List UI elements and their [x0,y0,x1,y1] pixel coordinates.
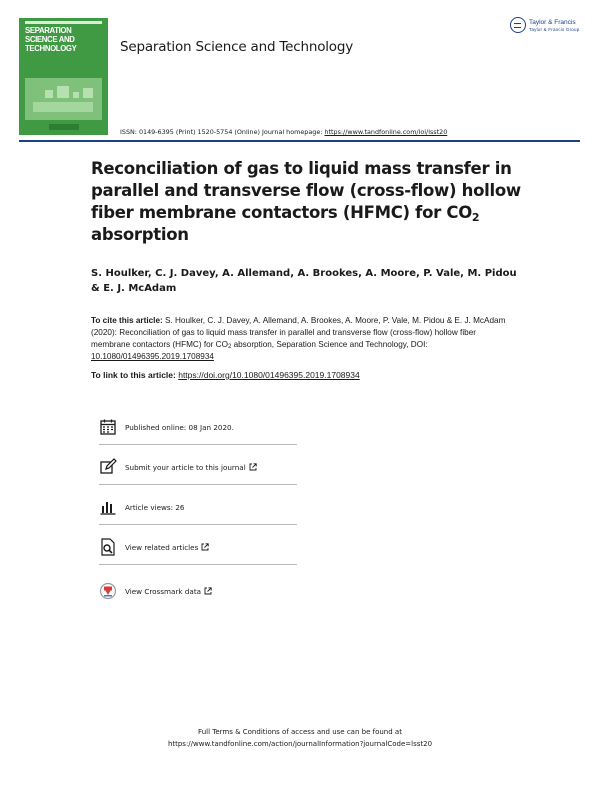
row-divider [99,564,297,565]
cover-publisher-mark [49,124,79,130]
header-divider [19,140,580,142]
citation-block: To cite this article: S. Houlker, C. J. Davey, A. Allemand, A. Brookes, A. Moore, P. Vale, M. Pidou & E. J. McAdam (2020): Reconciliation of gas to liquid mass transfer in parallel and transverse flow (cross-flow) hollow fiber membrane contactors (HFMC) for $CO_2$ absorption, Separation Science and Technology, DOI: 10.1080/01496395.2019.1708934 [91,316,506,361]
cover-top-strip [25,21,102,24]
edit-icon [99,458,117,476]
submit-article-row[interactable] [99,452,297,482]
issn-text: ISSN: 0149-6395 (Print) 1520-5754 (Online) Journal homepage: [120,128,325,136]
crossmark-link[interactable]: View Crossmark data [125,586,202,596]
article-doi-url-link[interactable]: https://doi.org/10.1080/01496395.2019.1708934 [178,370,360,380]
published-online-row [99,412,297,442]
article-views-label: Article views: 26 [125,502,185,512]
footer-terms-text: Full Terms & Conditions of access and use can be found at [198,728,402,736]
row-divider [99,524,297,525]
publisher-logo-subtext: Taylor & Francis Group [529,27,580,32]
citation-label: To cite this article: [91,316,163,325]
bar-chart-icon [99,498,117,516]
related-articles-row[interactable] [99,532,297,562]
row-divider [99,444,297,445]
calendar-icon [99,418,117,436]
cover-graphic [25,78,102,120]
cover-title: SEPARATION SCIENCE AND TECHNOLOGY [25,25,77,53]
link-label: To link to this article: [91,370,179,380]
row-divider [99,484,297,485]
publisher-logo [510,17,582,37]
issn-line [120,128,447,136]
publisher-logo-icon [510,17,526,33]
article-views-row [99,492,297,522]
submit-article-link[interactable]: Submit your article to this journal [125,462,246,472]
doi-link[interactable]: 10.1080/01496395.2019.1708934 [91,352,214,361]
search-document-icon [99,538,117,556]
article-title: Reconciliation of gas to liquid mass transfer in parallel and transverse flow (cross-flow) hollow fiber membrane contactors (HFMC) for $CO_2$ absorption [91,159,521,244]
footer-terms-url[interactable]: https://www.tandfonline.com/action/journalInformation?journalCode=lsst20 [167,740,433,748]
publisher-logo-text: Taylor & Francis [529,19,576,26]
crossmark-icon [99,582,117,600]
external-link-icon [204,587,212,595]
article-link-block [91,369,511,381]
terms-footer [0,726,600,750]
related-articles-link[interactable]: View related articles [125,542,199,552]
article-authors: S. Houlker, C. J. Davey, A. Allemand, A. Brookes, A. Moore, P. Vale, M. Pidou & E. J. McAdam [91,268,517,294]
crossmark-row[interactable] [99,576,297,606]
journal-name: Separation Science and Technology [120,39,354,55]
external-link-icon [249,463,257,471]
journal-cover-image [19,18,108,135]
published-online-label: Published online: 08 Jan 2020. [125,422,234,432]
external-link-icon [201,543,209,551]
journal-homepage-link[interactable]: https://www.tandfonline.com/loi/lsst20 [324,128,448,136]
